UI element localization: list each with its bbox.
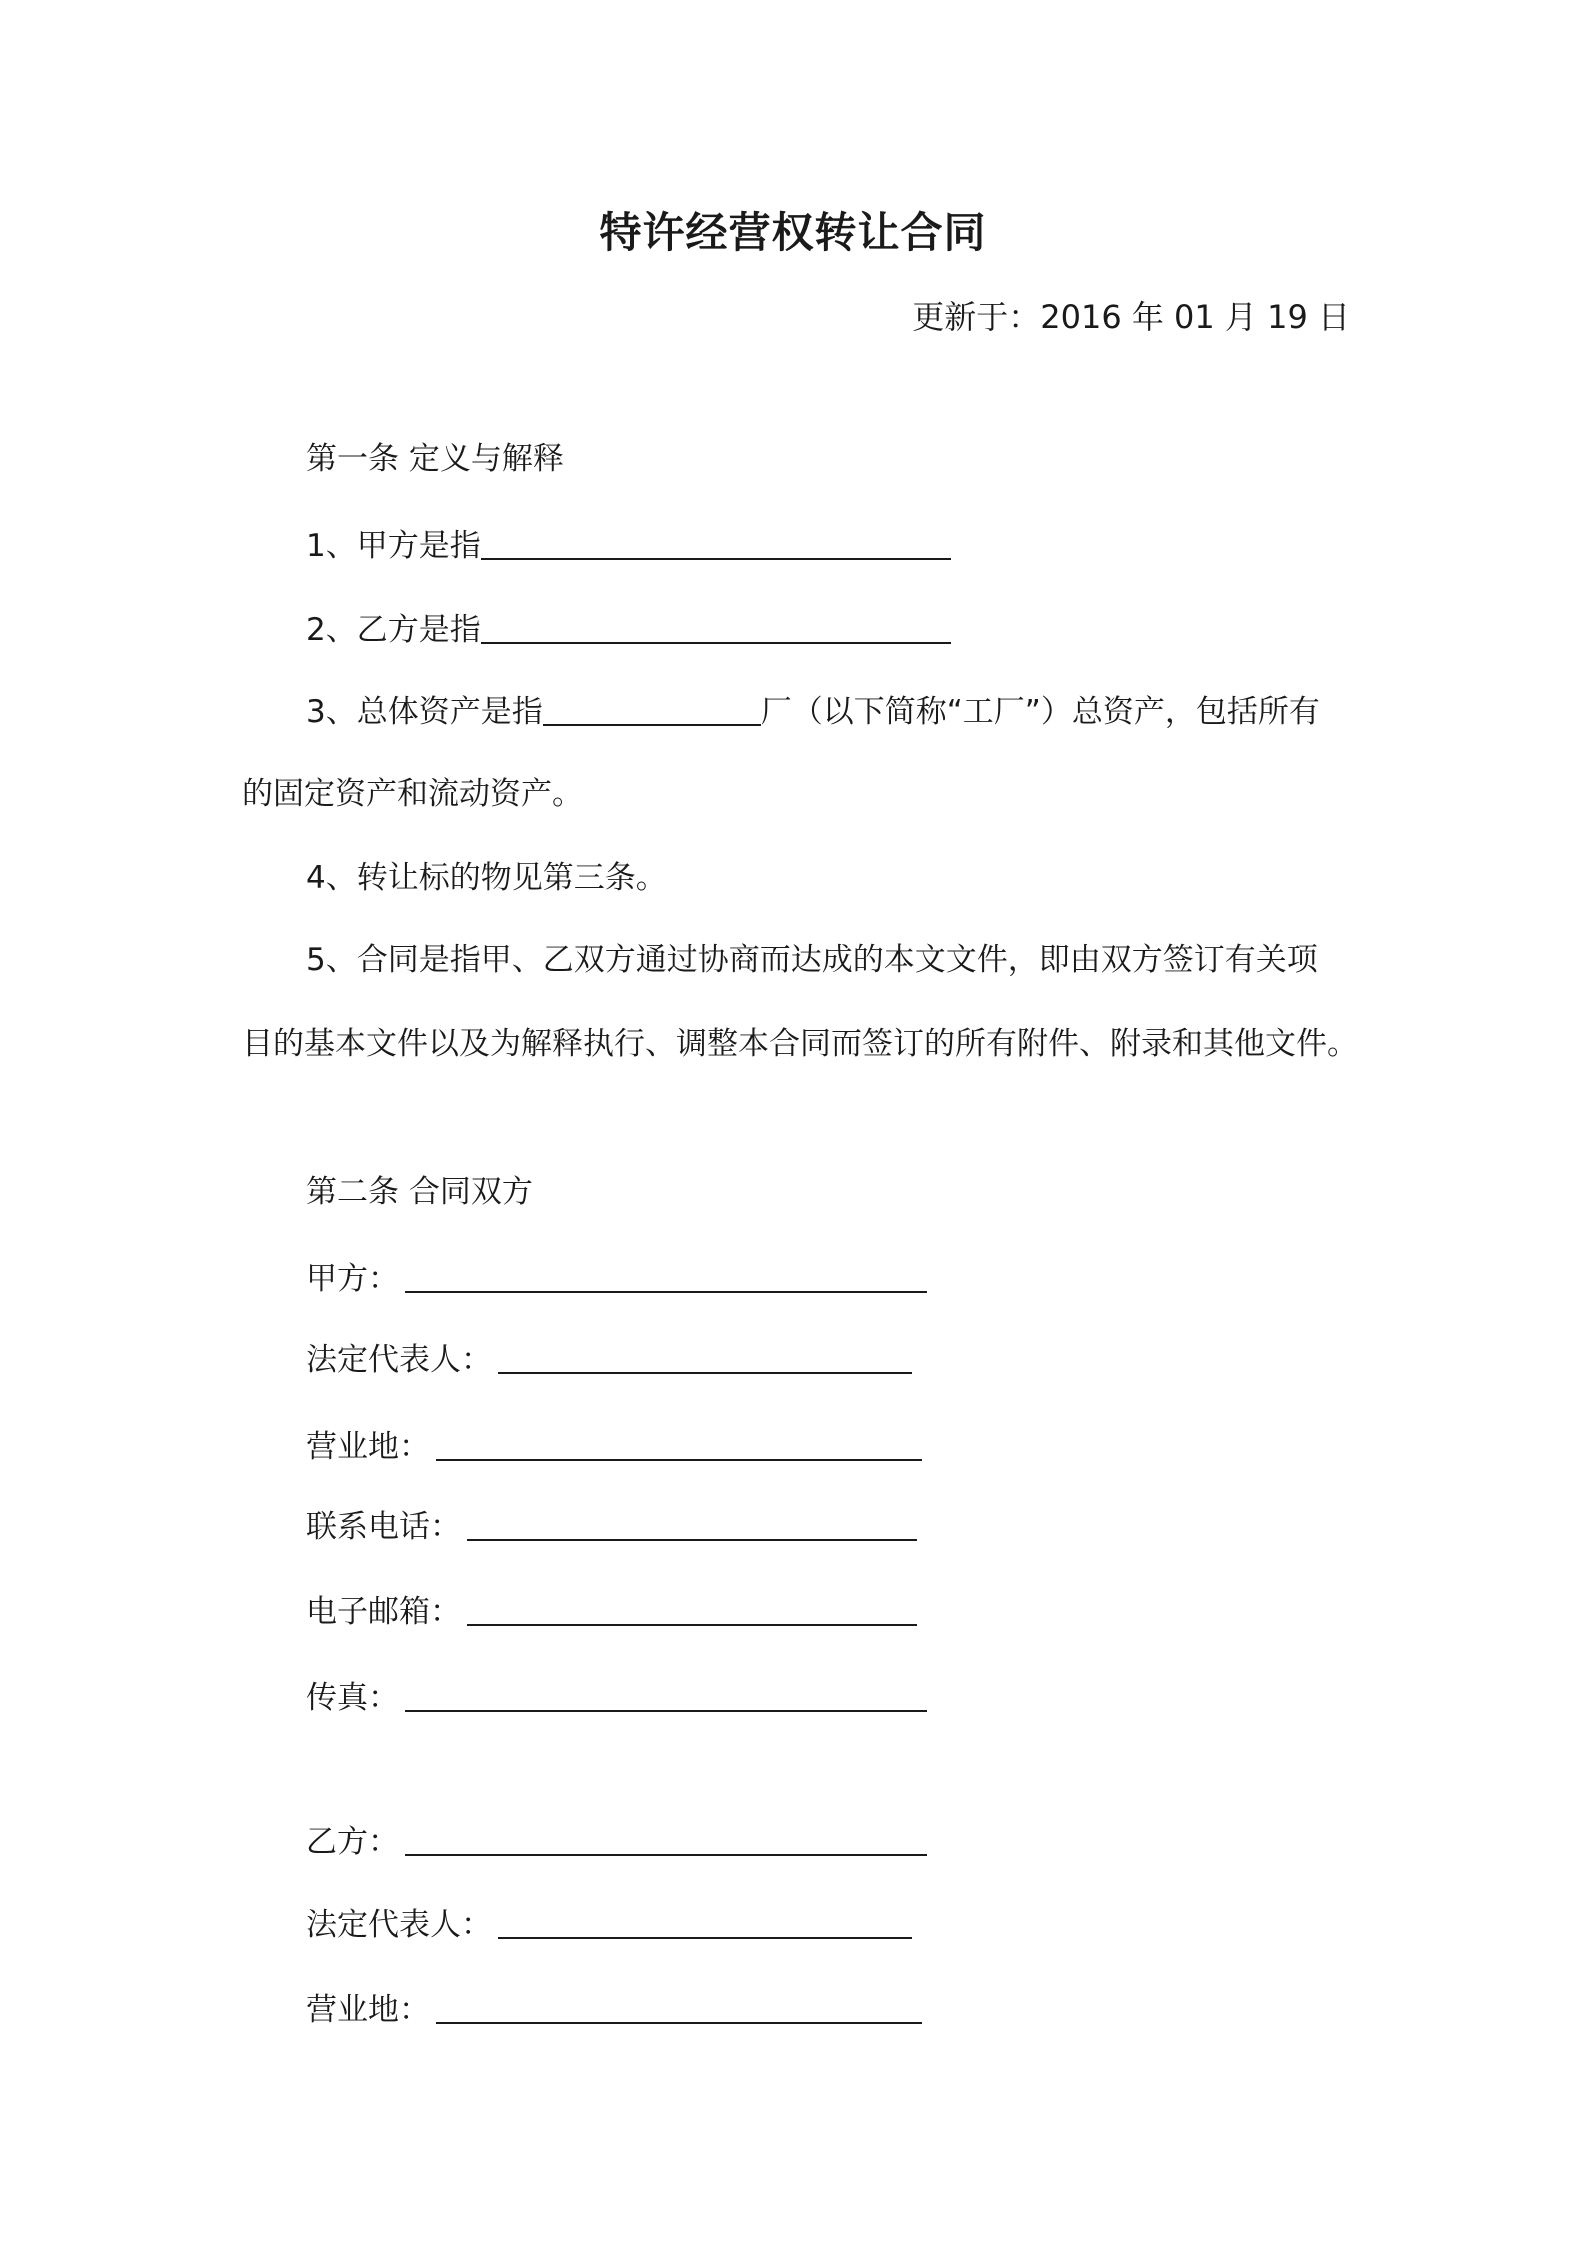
item1-label: 1、甲方是指 <box>306 528 481 564</box>
updated-date: 更新于：2016 年 01 月 19 日 <box>912 298 1350 336</box>
item3-continuation: 的固定资产和流动资产。 <box>242 776 583 812</box>
article1-item4 <box>306 856 667 900</box>
item5-line1: 5、合同是指甲、乙双方通过协商而达成的本文文件，即由双方签订有关项 <box>306 942 1318 978</box>
party-a-fax-row <box>306 1676 927 1720</box>
party-a-label: 甲方： <box>306 1261 399 1297</box>
party-a-legal-rep-label: 法定代表人： <box>306 1342 492 1378</box>
party-a-email-blank[interactable] <box>467 1594 917 1626</box>
article1-item2 <box>306 608 951 652</box>
party-a-fax-blank[interactable] <box>405 1680 927 1712</box>
item1-blank[interactable] <box>481 528 951 560</box>
article2-heading <box>306 1170 533 1214</box>
party-b-legal-rep-blank[interactable] <box>498 1907 912 1939</box>
party-b-legal-rep-row <box>306 1903 912 1947</box>
item2-blank[interactable] <box>481 612 951 644</box>
party-a-legal-rep-row <box>306 1338 912 1382</box>
party-a-phone-label: 联系电话： <box>306 1509 461 1545</box>
party-b-address-label: 营业地： <box>306 1992 430 2028</box>
party-a-legal-rep-blank[interactable] <box>498 1342 912 1374</box>
article1-item5 <box>306 938 1318 982</box>
party-a-address-row <box>306 1425 922 1469</box>
item3-suffix: 厂（以下简称“工厂”）总资产，包括所有 <box>760 694 1320 730</box>
article1-item1 <box>306 524 951 568</box>
party-a-blank[interactable] <box>405 1261 927 1293</box>
party-a-phone-blank[interactable] <box>467 1509 917 1541</box>
item3-blank[interactable] <box>543 694 761 726</box>
party-a-email-row <box>306 1590 917 1634</box>
item4-text: 4、转让标的物见第三条。 <box>306 860 667 896</box>
article1-heading-text: 第一条 定义与解释 <box>306 441 564 477</box>
item3-prefix: 3、总体资产是指 <box>306 694 543 730</box>
party-a-email-label: 电子邮箱： <box>306 1594 461 1630</box>
party-a-fax-label: 传真： <box>306 1680 399 1716</box>
document-title: 特许经营权转让合同 <box>599 208 987 257</box>
article1-item3-continued <box>242 772 583 816</box>
party-a-row <box>306 1257 927 1301</box>
party-a-address-blank[interactable] <box>436 1429 922 1461</box>
article1-heading <box>306 437 564 481</box>
article1-item5-continued <box>242 1022 1358 1066</box>
party-b-row <box>306 1820 927 1864</box>
party-b-address-row <box>306 1988 922 2032</box>
party-a-phone-row <box>306 1505 917 1549</box>
party-a-address-label: 营业地： <box>306 1429 430 1465</box>
party-b-label: 乙方： <box>306 1824 399 1860</box>
party-b-blank[interactable] <box>405 1824 927 1856</box>
item2-label: 2、乙方是指 <box>306 612 481 648</box>
item5-line2: 目的基本文件以及为解释执行、调整本合同而签订的所有附件、附录和其他文件。 <box>242 1026 1358 1062</box>
party-b-address-blank[interactable] <box>436 1992 922 2024</box>
article2-heading-text: 第二条 合同双方 <box>306 1174 533 1210</box>
party-b-legal-rep-label: 法定代表人： <box>306 1907 492 1943</box>
article1-item3 <box>306 690 1320 734</box>
